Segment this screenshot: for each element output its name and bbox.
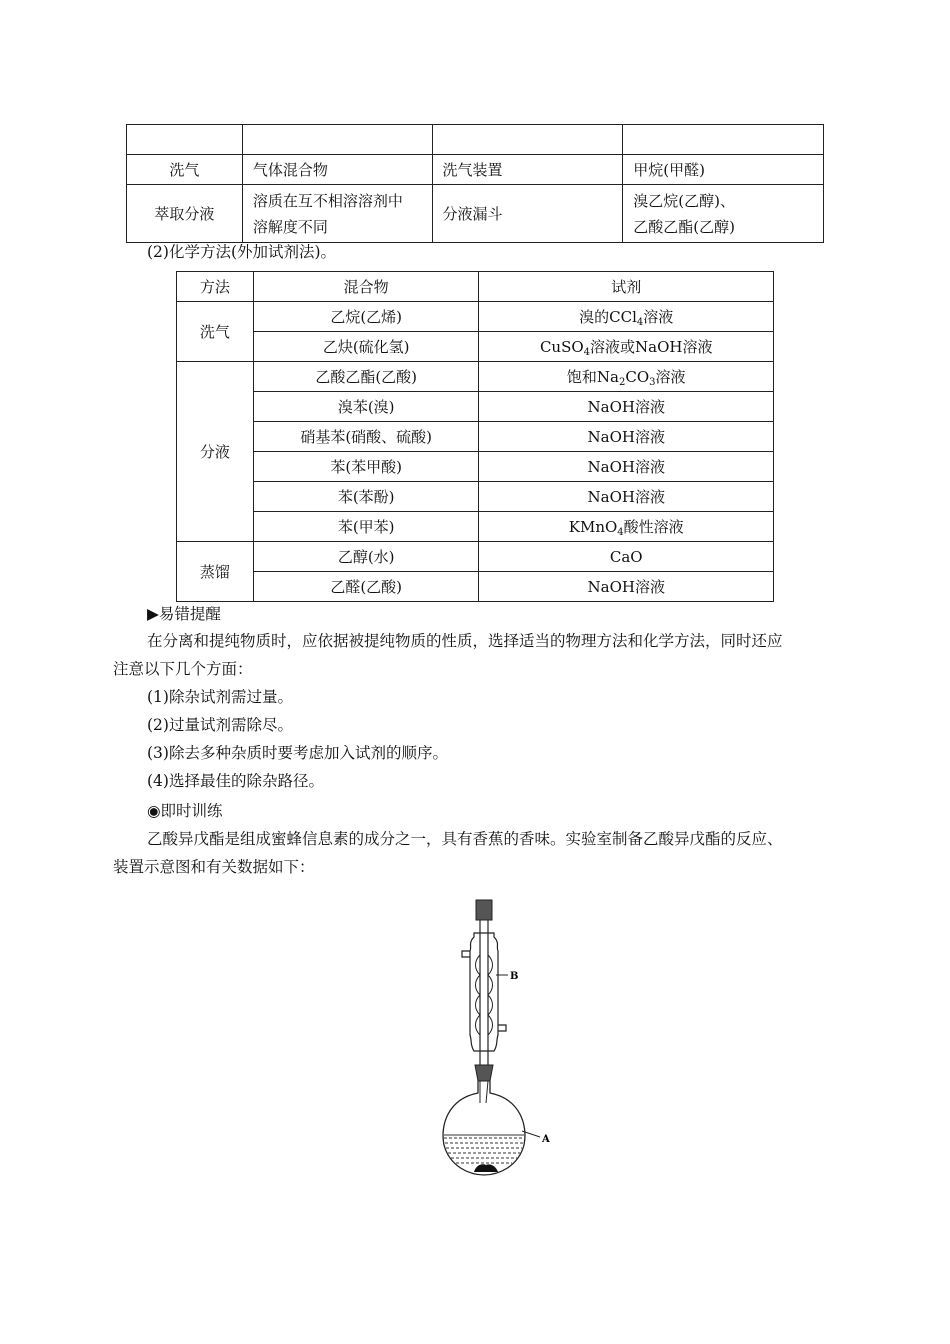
- paragraph-line: 乙酸异戊酯是组成蜜蜂信息素的成分之一，具有香蕉的香味。实验室制备乙酸异戊酯的反应、: [147, 830, 783, 848]
- reagent-cell: NaOH溶液: [479, 452, 774, 482]
- table-row: [177, 422, 774, 452]
- separation-methods-table: [126, 124, 824, 243]
- table-cell: [432, 125, 623, 155]
- reagent-cell: [479, 362, 774, 392]
- table-row: [127, 155, 824, 185]
- mixture-cell: 乙炔(硫化氢): [253, 332, 479, 362]
- stopper-top: [476, 900, 492, 920]
- reagent-text: KMnO: [568, 517, 618, 536]
- table-row: [127, 125, 824, 155]
- subscript: 4: [617, 526, 624, 538]
- condition-cell: [242, 185, 432, 243]
- tips-heading: ▶易错提醒: [147, 605, 221, 623]
- section-title: (2)化学方法(外加试剂法)。: [147, 243, 337, 261]
- method-cell: 洗气: [127, 155, 243, 185]
- mixture-cell: 硝基苯(硝酸、硫酸): [253, 422, 479, 452]
- condenser-inlet: [462, 951, 470, 957]
- mixture-cell: 乙酸乙酯(乙酸): [253, 362, 479, 392]
- paragraph-line: 在分离和提纯物质时，应依据被提纯物质的性质，选择适当的物理方法和化学方法，同时还应: [147, 632, 783, 650]
- subscript: 2: [619, 376, 626, 388]
- method-cell: 蒸馏: [177, 542, 254, 602]
- mixture-cell: 溴苯(溴): [253, 392, 479, 422]
- inner-tube-end-right: [486, 1081, 488, 1103]
- reagent-cell: CaO: [479, 542, 774, 572]
- table-row: [177, 302, 774, 332]
- mixture-cell: 乙醛(乙酸): [253, 572, 479, 602]
- table-row: [177, 452, 774, 482]
- reagent-cell: [479, 512, 774, 542]
- table-row: [177, 392, 774, 422]
- boiling-chips: [474, 1164, 498, 1172]
- subscript: 4: [583, 346, 591, 358]
- mixture-cell: 苯(甲苯): [253, 512, 479, 542]
- condenser-jacket: [470, 933, 498, 1051]
- apparatus-cell: 洗气装置: [432, 155, 623, 185]
- table-cell: [127, 125, 243, 155]
- reagent-text: CO: [625, 367, 650, 386]
- cell-line: 乙酸乙酯(乙醇): [633, 217, 735, 236]
- reagent-cell: NaOH溶液: [479, 392, 774, 422]
- header-cell: 混合物: [253, 272, 479, 302]
- condenser-bulbs: [476, 955, 493, 1035]
- paragraph-line: 装置示意图和有关数据如下：: [113, 858, 315, 876]
- condition-cell: 气体混合物: [242, 155, 432, 185]
- example-cell: [623, 185, 824, 243]
- mixture-cell: 苯(苯甲酸): [253, 452, 479, 482]
- liquid-layer: [444, 1135, 524, 1163]
- chemical-methods-table: [176, 271, 774, 602]
- table-row: [127, 185, 824, 243]
- list-item: (1)除杂试剂需过量。: [147, 688, 293, 706]
- reagent-cell: NaOH溶液: [479, 482, 774, 512]
- label-b: B: [510, 971, 519, 982]
- reagent-cell: [479, 302, 774, 332]
- method-cell: 洗气: [177, 302, 254, 362]
- reagent-cell: [479, 332, 774, 362]
- list-item: (3)除去多种杂质时要考虑加入试剂的顺序。: [147, 744, 448, 762]
- table-row: [177, 332, 774, 362]
- table-cell: [623, 125, 824, 155]
- cell-line: 溴乙烷(乙醇)、: [633, 191, 735, 210]
- cell-line: 溶质在互不相溶溶剂中: [252, 191, 403, 210]
- reagent-text: 饱和Na: [566, 367, 619, 386]
- subscript: 3: [649, 376, 656, 388]
- cell-line: 溶解度不同: [252, 217, 328, 236]
- round-bottom-flask: [443, 1081, 525, 1175]
- list-item: (4)选择最佳的除杂路径。: [147, 772, 324, 790]
- reagent-text: 酸性溶液: [623, 517, 684, 536]
- table-row: [177, 362, 774, 392]
- table-cell: [242, 125, 432, 155]
- method-cell: 萃取分液: [127, 185, 243, 243]
- table-row: [177, 482, 774, 512]
- reagent-cell: NaOH溶液: [479, 572, 774, 602]
- reagent-text: CuSO: [539, 337, 584, 356]
- reflux-apparatus-figure: [430, 895, 570, 1180]
- training-heading: ◉即时训练: [147, 802, 223, 820]
- reagent-text: 溶液: [655, 367, 686, 386]
- header-cell: 试剂: [479, 272, 774, 302]
- subscript: 4: [636, 316, 644, 328]
- reagent-text: 溶液或NaOH溶液: [590, 337, 713, 356]
- table-header-row: [177, 272, 774, 302]
- mixture-cell: 苯(苯酚): [253, 482, 479, 512]
- reagent-text: 溴的CCl: [579, 307, 637, 326]
- header-cell: 方法: [177, 272, 254, 302]
- condenser-outlet: [498, 1025, 506, 1031]
- list-item: (2)过量试剂需除尽。: [147, 716, 293, 734]
- label-a: A: [542, 1134, 550, 1145]
- reagent-text: 溶液: [643, 307, 674, 326]
- reagent-cell: NaOH溶液: [479, 422, 774, 452]
- table-row: [177, 572, 774, 602]
- mixture-cell: 乙醇(水): [253, 542, 479, 572]
- table-row: [177, 512, 774, 542]
- mixture-cell: 乙烷(乙烯): [253, 302, 479, 332]
- example-cell: 甲烷(甲醛): [623, 155, 824, 185]
- method-cell: 分液: [177, 362, 254, 542]
- flask-stopper: [475, 1065, 493, 1081]
- apparatus-cell: 分液漏斗: [432, 185, 623, 243]
- paragraph-line: 注意以下几个方面：: [113, 660, 253, 678]
- table-row: [177, 542, 774, 572]
